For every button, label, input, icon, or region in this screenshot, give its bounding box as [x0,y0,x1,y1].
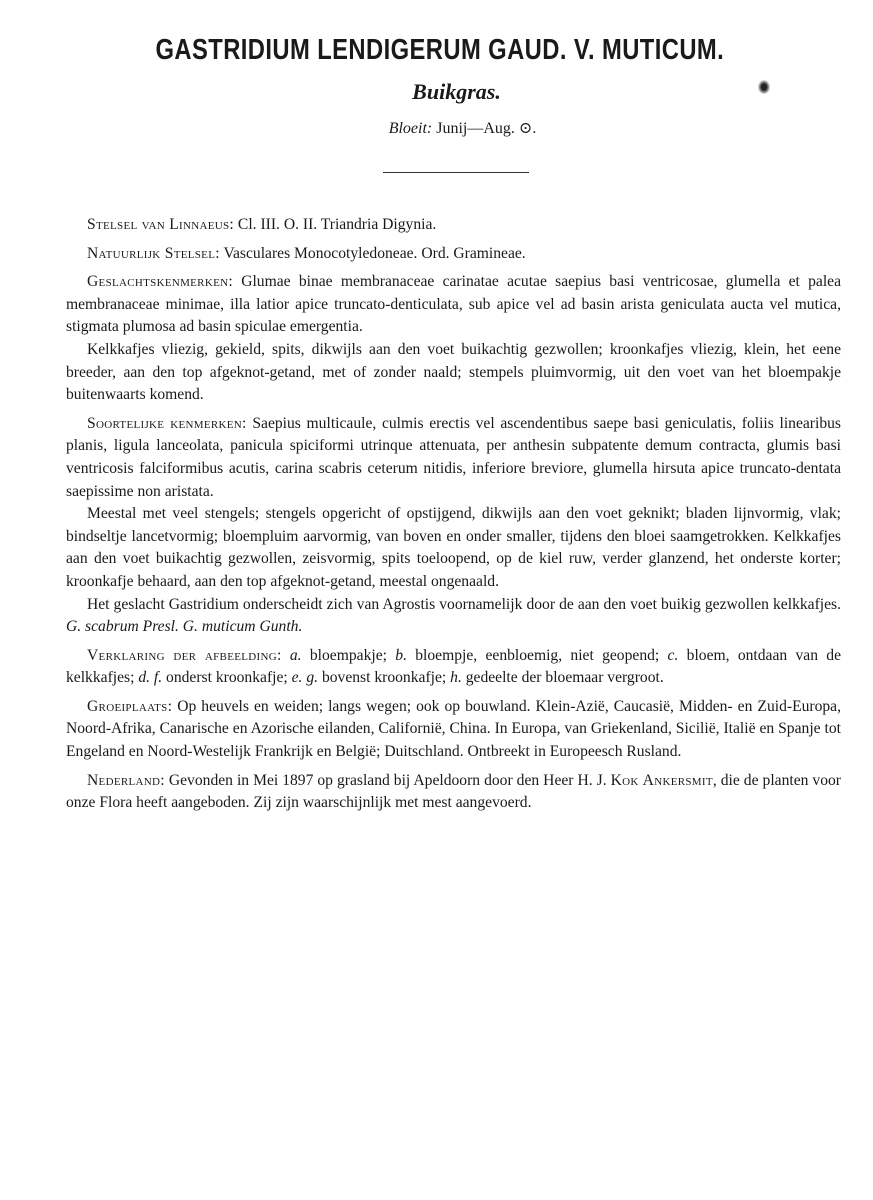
section-text: Gevonden in Mei 1897 op grasland bij Apeldoorn door den Heer H. J. [164,771,611,789]
figure-text: onderst kroonkafje; [162,669,292,687]
section-text: Glumae binae membranaceae carinatae acutae saepius basi ventricosae, glumella et palea membranaceae minimae, illa latior apice truncato-denticulata, sub apice vel ad basin arista geniculata aucta vel mutica, stigmata plumosa ad basin spiculae emergentia. [66,273,841,336]
linnaeus-system [66,214,841,237]
section-text: Vasculares Monocotyledoneae. Ord. Gramineae. [219,244,526,262]
figure-key: b. [395,646,407,664]
description-body [66,214,841,815]
section-label: Groeiplaats: [87,697,173,715]
habitat [66,696,841,764]
section-text: Cl. III. O. II. Triandria Digynia. [234,216,437,233]
section-text: Op heuvels en weiden; langs wegen; ook op bouwland. Klein-Azië, Caucasië, Midden- en Zuid-Europa, Noord-Afrika, Canarische en Azorische eilanden, Californië, China. In Europa, van Griekenland, Sicilië, Italië en Spanje tot Engeland en Noord-Westelijk Frankrijk en België; Duitschland. Ontbreekt in Europeesch Rusland. [66,697,841,761]
genus-note [66,594,841,639]
note-text: Het geslacht Gastridium onderscheidt zich van Agrostis voornamelijk door de aan den voet buikig gezwollen kelkkafjes. [87,595,841,613]
figure-text: bloem, ontdaan van de kelkkafjes; [66,646,842,687]
figure-text: gedeelte der bloemaar vergroot. [461,669,664,687]
figure-text: bovenst kroonkafje; [318,669,451,687]
figure-key: c. [667,646,679,664]
flowering-line [0,118,873,138]
section-label: Verklaring der afbeelding: [87,646,282,664]
section-text: Saepius multicaule, culmis erectis vel ascendentibus saepe basi geniculatis, foliis linearibus planis, ligula lanceolata, panicula spiciformi utrinque attenuata, per anthesin subpatente demum contracta, glumis basi ventricosis falciformibus acutis, carina scabris ceterum nitidis, inferiore breviore, glumella hirsuta apice truncato-dentata saepissime non aristata. [66,414,841,500]
genus-characters-dutch: Kelkkafjes vliezig, gekield, spits, dikwijls aan den voet buikachtig gezwollen; kroonkafjes vliezig, klein, het eene breeder, aan den top afgeknot-getand, met of zonder naald; stempels pluimvormig, uit den voet van het bloempakje buitenwaarts komend. [66,340,841,404]
netherlands-occurrence [66,770,841,815]
figure-key: a. [281,646,302,664]
section-text: , die de planten voor onze Flora heeft aangeboden. Zij zijn waarschijnlijk met mest aangevoerd. [66,771,841,812]
section-label: Soortelijke kenmerken: [87,414,247,432]
common-name: Buikgras. [412,79,501,104]
figure-explanation [66,645,841,690]
section-label: Natuurlijk Stelsel: [87,244,220,262]
collector-name: Kok [610,771,639,789]
species-characters-dutch: Meestal met veel stengels; stengels opgericht of opstijgend, dikwijls aan den voet geknikt; bladen lijnvormig, vlak; bindseltje lancetvormig; bloempluim aarvormig, van boven en onder smaller, tijdens den bloei saamgetrokken. Kelkkafjes aan den voet buikachtig gezwollen, zeisvormig, spits toeloopend, op de kiel ruw, verder glanzend, het onderste korter; kroonkafje behaard, aan den top afgeknot-getand, meestal ongenaald. [66,505,841,590]
figure-key: d. f. [138,669,163,687]
synonyms: G. scabrum Presl. G. muticum Gunth. [66,618,303,636]
flowering-value: Junij—Aug. ⊙. [436,120,537,137]
section-label: Nederland: [87,771,165,789]
title-divider [383,172,529,173]
collector-name: Ankersmit [642,771,713,789]
figure-key: e. g. [291,669,319,687]
figure-text: bloempje, eenbloemig, niet geopend; [406,646,668,664]
figure-key: h. [450,669,462,687]
natural-system [66,243,841,266]
figure-text: bloempakje; [301,646,396,664]
genus-characters-latin [66,271,841,339]
species-characters-latin [66,413,841,503]
section-label: Stelsel van Linnaeus: [87,216,235,233]
page-title: GASTRIDIUM LENDIGERUM GAUD. V. MUTICUM. [155,34,725,66]
section-label: Geslachtskenmerken: [87,273,233,291]
flowering-label: Bloeit: [388,120,433,137]
